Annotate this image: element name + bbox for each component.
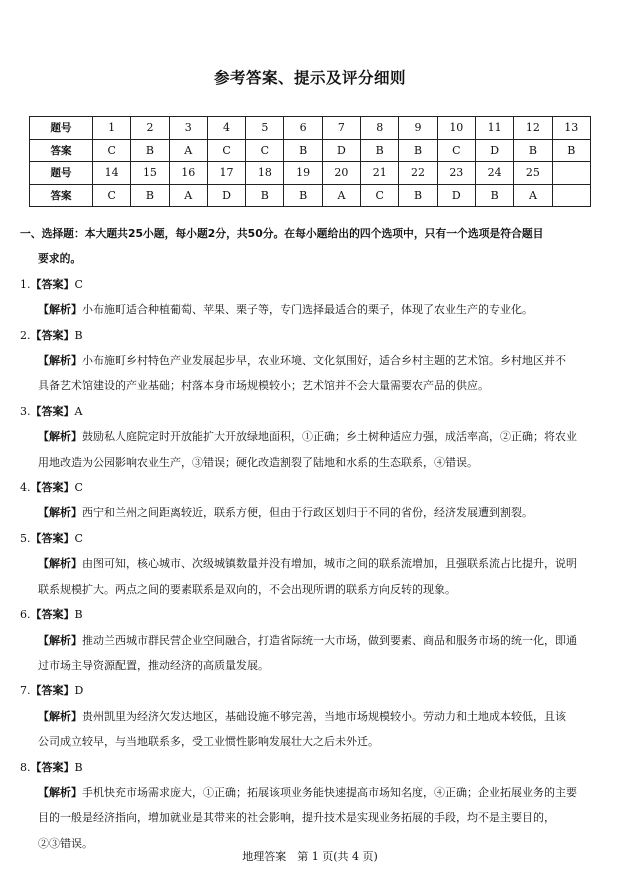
table-cell: C	[437, 139, 475, 162]
table-cell: 6	[284, 117, 322, 140]
analysis-tag: 【解析】	[38, 785, 82, 799]
answer-line	[20, 678, 600, 703]
row-label-question: 题号	[30, 117, 93, 140]
answer-line	[20, 526, 600, 551]
table-cell: 7	[322, 117, 360, 140]
table-cell: 12	[514, 117, 552, 140]
table-cell: D	[437, 184, 475, 207]
analysis-tag: 【解析】	[38, 430, 82, 444]
analysis-text: 贵州凯里为经济欠发达地区，基础设施不够完善，当地市场规模较小。劳动力和土地成本较低，且该	[82, 709, 566, 723]
answer-value: B	[74, 328, 83, 342]
table-cell: A	[169, 139, 207, 162]
table-cell: 24	[475, 162, 513, 185]
section-heading-continuation: 要求的。	[38, 252, 82, 266]
answer-tag: 【答案】	[30, 760, 75, 774]
answer-line	[20, 475, 600, 500]
analysis-tag: 【解析】	[38, 557, 82, 571]
answer-line	[20, 323, 600, 348]
table-cell: 20	[322, 162, 360, 185]
table-cell: A	[514, 184, 552, 207]
table-cell: 1	[93, 117, 131, 140]
answer-value: A	[74, 404, 83, 418]
table-cell: 9	[399, 117, 437, 140]
answer-value: D	[74, 684, 84, 698]
table-cell: 3	[169, 117, 207, 140]
analysis-text: 手机快充市场需求庞大，①正确；拓展该项业务能快速提高市场知名度，④正确；企业拓展业务的主要	[82, 785, 577, 799]
table-cell: A	[322, 184, 360, 207]
question-number: 8.	[20, 760, 31, 774]
answer-explanations	[20, 221, 600, 856]
analysis-line: 联系规模扩大。两点之间的要素联系是双向的，不会出现所谓的联系方向反转的现象。	[38, 582, 456, 596]
answer-value: C	[74, 531, 83, 545]
table-row-numbers-2	[30, 162, 591, 185]
table-cell: 15	[131, 162, 169, 185]
page-footer: 地理答案 第 1 页(共 4 页)	[242, 850, 378, 863]
table-cell: 19	[284, 162, 322, 185]
analysis-text: 推动兰西城市群民营企业空间融合，打造省际统一大市场，做到要素、商品和服务市场的统一化，即通	[82, 633, 577, 647]
analysis-line	[20, 500, 600, 525]
answer-key-table	[29, 116, 591, 207]
analysis-tag: 【解析】	[38, 506, 82, 520]
analysis-line	[20, 628, 600, 653]
table-cell: 14	[93, 162, 131, 185]
question-number: 3.	[20, 404, 31, 418]
table-row-answers-2	[30, 184, 591, 207]
row-label-answer: 答案	[30, 139, 93, 162]
table-cell: 11	[475, 117, 513, 140]
analysis-line	[20, 780, 600, 805]
table-cell: A	[169, 184, 207, 207]
table-cell: B	[246, 184, 284, 207]
analysis-line: 用地改造为公园影响农业生产，③错误；硬化改造割裂了陆地和水系的生态联系，④错误。	[38, 455, 478, 469]
analysis-line	[20, 424, 600, 449]
table-cell: C	[93, 139, 131, 162]
question-number: 1.	[20, 277, 31, 291]
analysis-text: 小布施町适合种植葡萄、苹果、栗子等，专门选择最适合的栗子，体现了农业生产的专业化。	[82, 303, 533, 317]
table-cell: B	[284, 184, 322, 207]
section-heading	[20, 221, 600, 272]
table-cell: B	[399, 184, 437, 207]
question-number: 5.	[20, 531, 31, 545]
table-cell	[552, 162, 590, 185]
row-label-question: 题号	[30, 162, 93, 185]
table-cell: C	[246, 139, 284, 162]
table-cell: 10	[437, 117, 475, 140]
table-cell: B	[475, 184, 513, 207]
table-cell: D	[207, 184, 245, 207]
question-number: 6.	[20, 608, 31, 622]
answer-tag: 【答案】	[30, 608, 75, 622]
answer-line	[20, 399, 600, 424]
table-row-numbers-1	[30, 117, 591, 140]
analysis-text: 由图可知，核心城市、次级城镇数量并没有增加，城市之间的联系流增加，且强联系流占比提升，说明	[82, 557, 577, 571]
analysis-text: 小布施町乡村特色产业发展起步早，农业环境、文化氛围好，适合乡村主题的艺术馆。乡村地区并不	[82, 354, 566, 368]
analysis-line	[20, 297, 600, 322]
table-cell: C	[361, 184, 399, 207]
analysis-line	[20, 551, 600, 576]
table-cell: 13	[552, 117, 590, 140]
analysis-line	[20, 704, 600, 729]
answer-tag: 【答案】	[30, 531, 75, 545]
section-heading-text: 一、选择题：本大题共25小题，每小题2分，共50分。在每小题给出的四个选项中，只有一个选项是符合题目	[20, 227, 544, 240]
answer-line	[20, 272, 600, 297]
analysis-line: 过市场主导资源配置，推动经济的高质量发展。	[38, 658, 269, 672]
table-cell: 22	[399, 162, 437, 185]
table-cell: B	[552, 139, 590, 162]
answer-line	[20, 755, 600, 780]
analysis-tag: 【解析】	[38, 303, 82, 317]
analysis-line: 具备艺术馆建设的产业基础；村落本身市场规模较小；艺术馆并不会大量需要农产品的供应。	[38, 379, 489, 393]
answer-tag: 【答案】	[30, 277, 75, 291]
analysis-text: 西宁和兰州之间距离较近，联系方便，但由于行政区划归于不同的省份，经济发展遭到割裂。	[82, 506, 533, 520]
table-cell: B	[399, 139, 437, 162]
table-cell	[552, 184, 590, 207]
table-cell: C	[207, 139, 245, 162]
table-cell: 4	[207, 117, 245, 140]
table-cell: D	[322, 139, 360, 162]
table-cell: B	[131, 139, 169, 162]
table-cell: 23	[437, 162, 475, 185]
table-cell: 8	[361, 117, 399, 140]
analysis-tag: 【解析】	[38, 709, 82, 723]
table-cell: B	[514, 139, 552, 162]
table-cell: 25	[514, 162, 552, 185]
table-cell: 5	[246, 117, 284, 140]
table-cell: 18	[246, 162, 284, 185]
answer-tag: 【答案】	[30, 684, 75, 698]
table-cell: 21	[361, 162, 399, 185]
analysis-line: 公司成立较早，与当地联系多，受工业惯性影响发展壮大之后未外迁。	[38, 735, 379, 749]
question-number: 2.	[20, 328, 31, 342]
table-cell: B	[131, 184, 169, 207]
answer-tag: 【答案】	[30, 404, 75, 418]
answer-value: B	[74, 760, 83, 774]
page-title: 参考答案、提示及评分细则	[213, 69, 406, 87]
answer-value: C	[74, 277, 83, 291]
table-row-answers-1	[30, 139, 591, 162]
analysis-line: ②③错误。	[38, 836, 93, 850]
analysis-line	[20, 348, 600, 373]
answer-value: C	[74, 481, 83, 495]
table-cell: D	[475, 139, 513, 162]
question-number: 7.	[20, 684, 31, 698]
answer-value: B	[74, 608, 83, 622]
analysis-tag: 【解析】	[38, 354, 82, 368]
question-number: 4.	[20, 481, 31, 495]
table-cell: 2	[131, 117, 169, 140]
table-cell: 17	[207, 162, 245, 185]
analysis-tag: 【解析】	[38, 633, 82, 647]
answer-tag: 【答案】	[30, 328, 75, 342]
answer-tag: 【答案】	[30, 481, 75, 495]
table-cell: B	[284, 139, 322, 162]
answer-line	[20, 602, 600, 627]
table-cell: C	[93, 184, 131, 207]
table-cell: 16	[169, 162, 207, 185]
analysis-line: 目的一般是经济指向，增加就业是其带来的社会影响，提升技术是实现业务拓展的手段，均不是主要目的，	[38, 811, 555, 825]
analysis-text: 鼓励私人庭院定时开放能扩大开放绿地面积，①正确；乡土树种适应力强，成活率高，②正确；将农业	[82, 430, 577, 444]
table-cell: B	[361, 139, 399, 162]
row-label-answer: 答案	[30, 184, 93, 207]
